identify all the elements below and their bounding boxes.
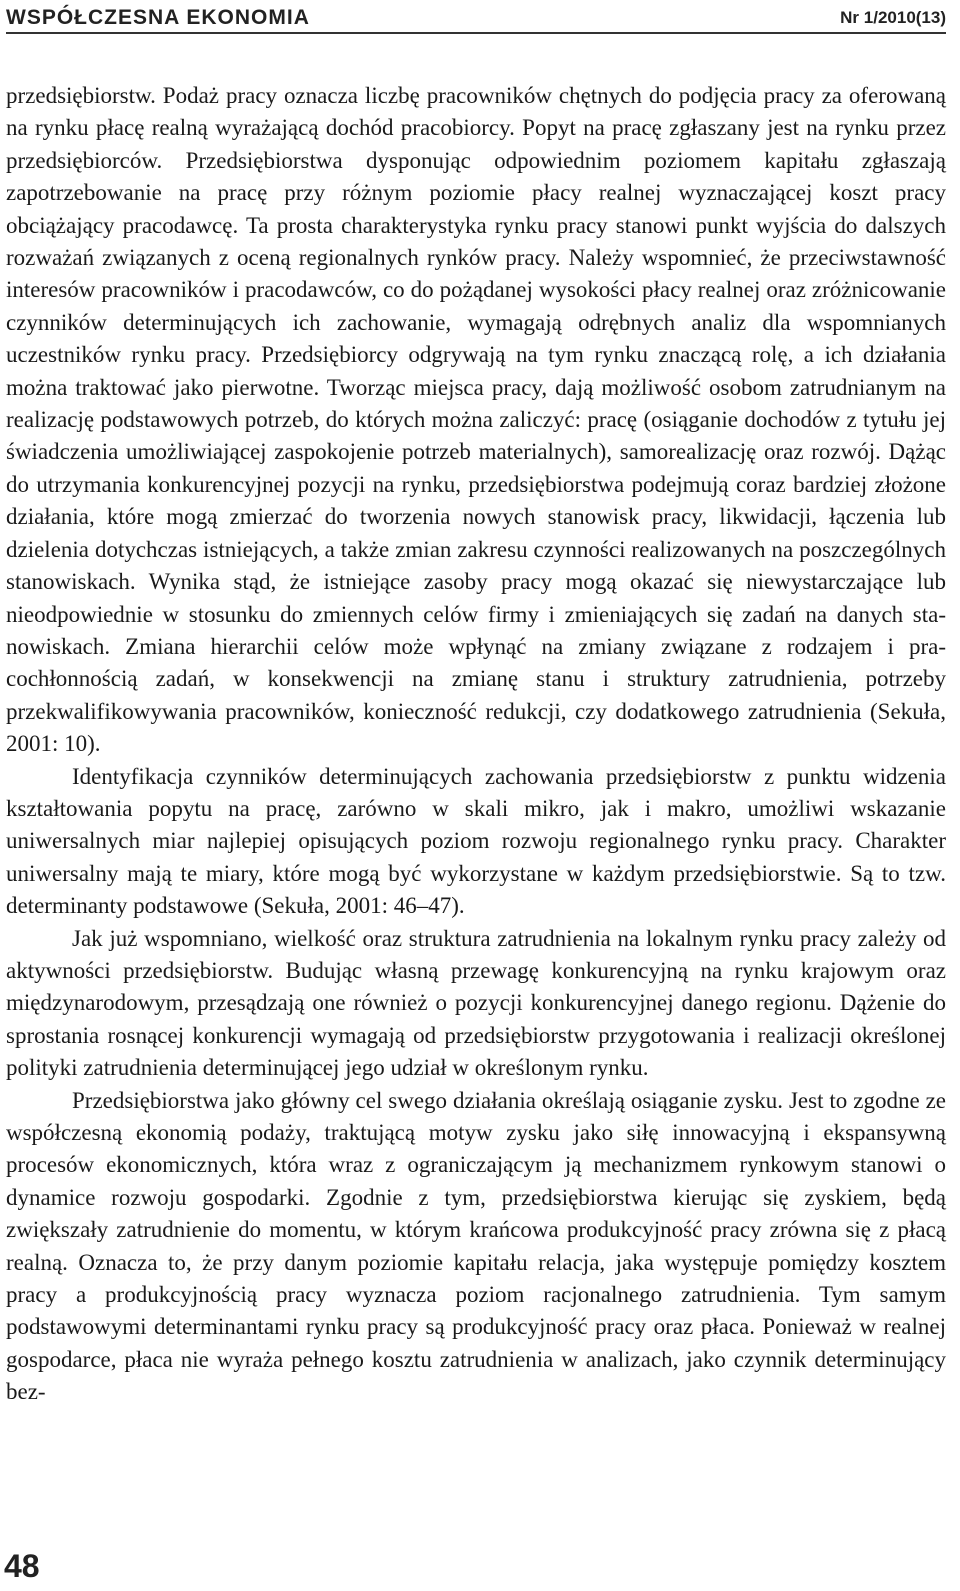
header-rule <box>6 32 946 34</box>
running-header <box>6 4 946 30</box>
article-body <box>6 80 946 1409</box>
paragraph-2: Identyfikacja czynników determinujących zachowania przedsiębiorstw z punktu widzenia kształtowania popytu na pracę, zarówno w skali mikro, jak i makro, umożliwi wskazanie uniwersalnych miar najlepiej opisujących poziom rozwoju regionalnego rynku pracy. Charakter uniwersalny mają te miary, które mogą być wykorzystane w każdym przedsiębiorstwie. Są to tzw. determinanty podstawowe (Sekuła, 2001: 46–47). <box>6 763 946 919</box>
journal-title: WSPÓŁCZESNA EKONOMIA <box>6 6 310 29</box>
issue-number: Nr 1/2010(13) <box>840 8 946 27</box>
paragraph-4: Przedsiębiorstwa jako główny cel swego działania określają osiąganie zysku. Jest to zgodne ze współczesną ekonomią podaży, traktującą motyw zysku jako siłę innowacyjną i ekspansywną procesów ekonomicznych, która wraz z ograniczającym ją mechanizmem rynkowym stanowi o dynamice rozwoju gospodarki. Zgodnie z tym, przedsiębiorstwa kierując się zyskiem, będą zwiększały zatrudnienie do momentu, w którym krańcowa produkcyjność pracy zrówna się z płacą realną. Oznacza to, że przy danym poziomie kapitału relacja, jaka występuje pomiędzy kosztem pracy a produkcyjnością pracy wyznacza poziom racjonalnego zatrudnienia. Tym samym podstawowymi determinantami rynku pracy są produkcyjność pracy oraz płaca. Ponieważ w realnej gospodarce, płaca nie wyraża pełnego kosztu zatrudnienia w analizach, jako czynnik determinujący bez- <box>6 1087 946 1405</box>
paragraph-1: przedsiębiorstw. Podaż pracy oznacza liczbę pracowników chętnych do podjęcia pracy za oferowaną na rynku płacę realną wyrażającą dochód pracobiorcy. Popyt na pracę zgłaszany jest na rynku przez przedsiębiorców. Przedsiębiorstwa dysponując odpowiednim poziomem kapitału zgłaszają zapotrzebowanie na pracę przy różnym poziomie płacy realnej wyznaczającej koszt pracy obciążający pracodawcę. Ta prosta charakterystyka rynku pracy stanowi punkt wyjścia do dalszych rozważań związanych z oceną regionalnych rynków pracy. Należy wspomnieć, że przeciwstawność interesów pracowników i pracodawców, co do pożądanej wysokości płacy realnej oraz zróżnicowanie czynników determinujących ich zachowanie, wymagają odrębnych analiz dla wspomnianych uczestników rynku pracy. Przedsiębiorcy odgrywają na tym rynku znaczącą rolę, a ich działania można traktować jako pierwotne. Tworząc miejsca pracy, dają możliwość osobom zatrudnianym na realizację podstawowych potrzeb, do których można zaliczyć: pracę (osiąganie dochodów z tytułu jej świadczenia umożliwiającej zaspokojenie potrzeb materialnych), samorealizację oraz rozwój. Dążąc do utrzymania konkurencyjnej pozycji na rynku, przedsiębiorstwa podejmują coraz bardziej złożone działania, które mogą zmierzać do tworzenia nowych stanowisk pracy, likwidacji, łączenia lub dzielenia dotychczas istniejących, a także zmian zakresu czynności realizowanych na poszczególnych stanowiskach. Wynika stąd, że istniejące zasoby pracy mogą okazać się niewystarczające lub nieodpowiednie w stosunku do zmiennych celów firmy i zmieniających się zadań na danych stanowiskach. Zmiana hierarchii celów może wpłynąć na zmiany związane z rodzajem i pracochłonnością zadań, w konsekwencji na zmianę stanu i struktury zatrudnienia, potrzeby przekwalifikowywania pracowników, konieczność redukcji, czy dodatkowego zatrudnienia (Sekuła, 2001: 10). <box>6 83 946 757</box>
page-number: 48 <box>4 1548 40 1584</box>
paragraph-3: Jak już wspomniano, wielkość oraz struktura zatrudnienia na lokalnym rynku pracy zależy od aktywności przedsiębiorstw. Budując własną przewagę konkurencyjną na rynku krajowym oraz międzynarodowym, przesądzają one również o pozycji konkurencyjnej danego regionu. Dążenie do sprostania rosnącej konkurencji wymagają od przedsiębiorstw przygotowania i realizacji określonej polityki zatrudnienia determinującej jego udział w określonym rynku. <box>6 925 946 1081</box>
